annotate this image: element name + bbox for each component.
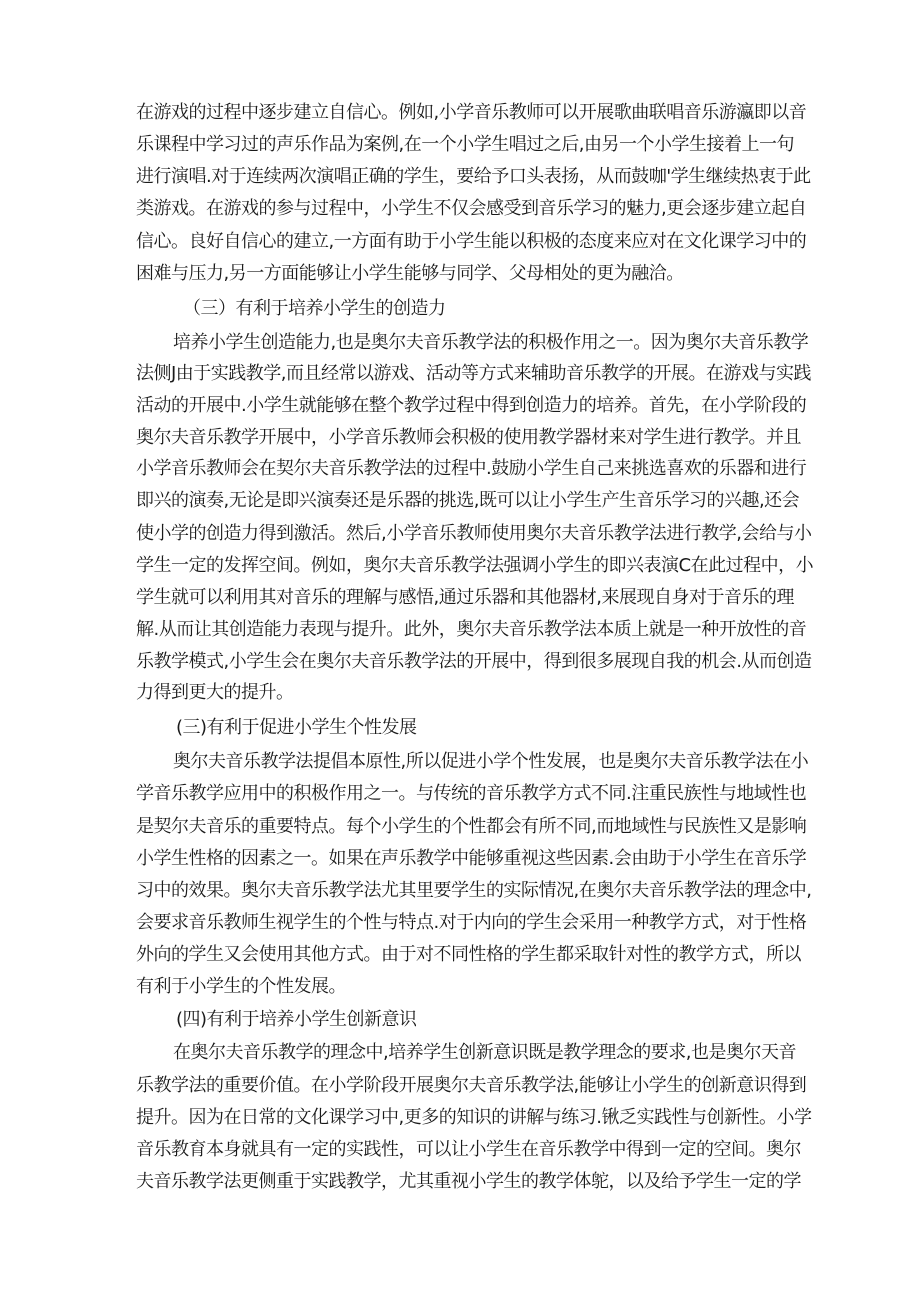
paragraph-line: 学生一定的发挥空间。例如，奥尔夫音乐教学法强调小学生的即兴表演C在此过程中，小 [136,555,814,576]
paragraph-line: 活动的开展中.小学生就能够在整个教学过程中得到创造力的培养。首先，在小学阶段的 [136,395,807,416]
section-heading: (三)有利于促进小学生个性发展 [176,717,417,738]
section-heading: （三）有利于培养小学生的创造力 [183,298,446,319]
paragraph-line: 培养小学生创造能力,也是奥尔夫音乐教学法的积极作用之一。因为奥尔夫音乐教学 [173,332,809,353]
paragraph-line: 会要求音乐教师生视学生的个性与特点.对于内向的学生会采用一种教学方式，对于性格 [136,912,807,933]
paragraph-line: 在奥尔夫音乐教学的理念中,培养学生创新意识既是教学理念的要求,也是奥尔天音 [173,1042,796,1063]
paragraph-line: 提升。因为在日常的文化课学习中,更多的知识的讲解与练习.锹乏实践性与创新性。小学 [136,1107,812,1128]
paragraph-line: 奥尔夫音乐教学开展中，小学音乐教师会积极的使用教学器材来对学生进行教学。并且 [136,427,801,448]
paragraph-line: 在游戏的过程中逐步建立自信心。例如,小学音乐教师可以开展歌曲联唱音乐游瀛即以音 [136,102,807,123]
paragraph-line: 乐教学模式,小学生会在奥尔夫音乐教学法的开展中，得到很多展现自我的机会.从而创造 [136,651,812,672]
paragraph-line: 小学生性格的因素之一。如果在声乐教学中能够重视这些因素.会由助于小学生在音乐学 [136,848,807,869]
paragraph-line: 学音乐教学应用中的积极作用之一。与传统的音乐教学方式不同.注重民族性与地域性也 [136,783,807,804]
paragraph-line: 解.从而让其创造能力表现与提升。此外，奥尔夫音乐教学法本质上就是一种开放性的音 [136,619,807,640]
paragraph-line: 乐课程中学习过的声乐作品为案例,在一个小学生唱过之后,由另一个小学生接着上一句 [136,134,794,155]
paragraph-line: 夫音乐教学法更侧重于实践教学，尤其重视小学生的教学体鸵，以及给予学生一定的学 [136,1171,801,1192]
paragraph-line: 有利于小学生的个性发展。 [136,976,346,997]
section-heading: (四)有利于培养小学生创新意识 [176,1009,417,1030]
paragraph-line: 即兴的演奏,无论是即兴演奏还是乐器的挑选,既可以让小学生产生音乐学习的兴趣,还会 [136,490,800,511]
paragraph-line: 使小学的创造力得到激活。然后,小学音乐教师使用奥尔夫音乐教学法进行教学,会给与小 [136,523,812,544]
paragraph-line: 类游戏。在游戏的参与过程中，小学生不仅会感受到音乐学习的魅力,更会逐步建立起自 [136,198,807,219]
paragraph-line: 音乐教育本身就具有一定的实践性，可以让小学生在音乐教学中得到一定的空间。奥尔 [136,1139,801,1160]
paragraph-line: 力得到更大的提升。 [136,682,294,703]
paragraph-line: 乐教学法的重要价值。在小学阶段开展奥尔夫音乐教学法,能够让小学生的创新意识得到 [136,1075,807,1096]
paragraph-line: 是契尔夫音乐的重要特点。每个小学生的个性都会有所不同,而地域性与民族性又是影响 [136,816,807,837]
paragraph-line: 小学音乐教师会在契尔夫音乐教学法的过程中.鼓励小学生自己来挑选喜欢的乐器和进行 [136,458,807,479]
paragraph-line: 外向的学生又会使用其他方式。由于对不同性格的学生都采取针对性的教学方式，所以 [136,944,801,965]
paragraph-line: 进行演唱.对于连续两次演唱正确的学生，要给予口头表扬，从而鼓咖'学生继续热衷于此 [136,166,811,187]
paragraph-line: 困难与压力,另一方面能够让小学生能够与同学、父母相处的更为融洽。 [136,263,684,284]
paragraph-line: 法侧J由于实践教学,而且经常以游戏、活动等方式来辅助音乐教学的开展。在游戏与实践 [136,363,812,384]
paragraph-line: 学生就可以利用其对音乐的理解与感悟,通过乐器和其他器材,来展现自身对于音乐的理 [136,587,794,608]
paragraph-line: 信心。良好自信心的建立,一方面有助于小学生能以积极的态度来应对在文化课学习中的 [136,231,807,252]
paragraph-line: 习中的效果。奥尔夫音乐教学法尤其里要学生的实际情况,在奥尔夫音乐教学法的理念中, [136,880,812,901]
paragraph-line: 奥尔夫音乐教学法提倡本原性,所以促进小学个性发展，也是奥尔夫音乐教学法在小 [173,751,809,772]
